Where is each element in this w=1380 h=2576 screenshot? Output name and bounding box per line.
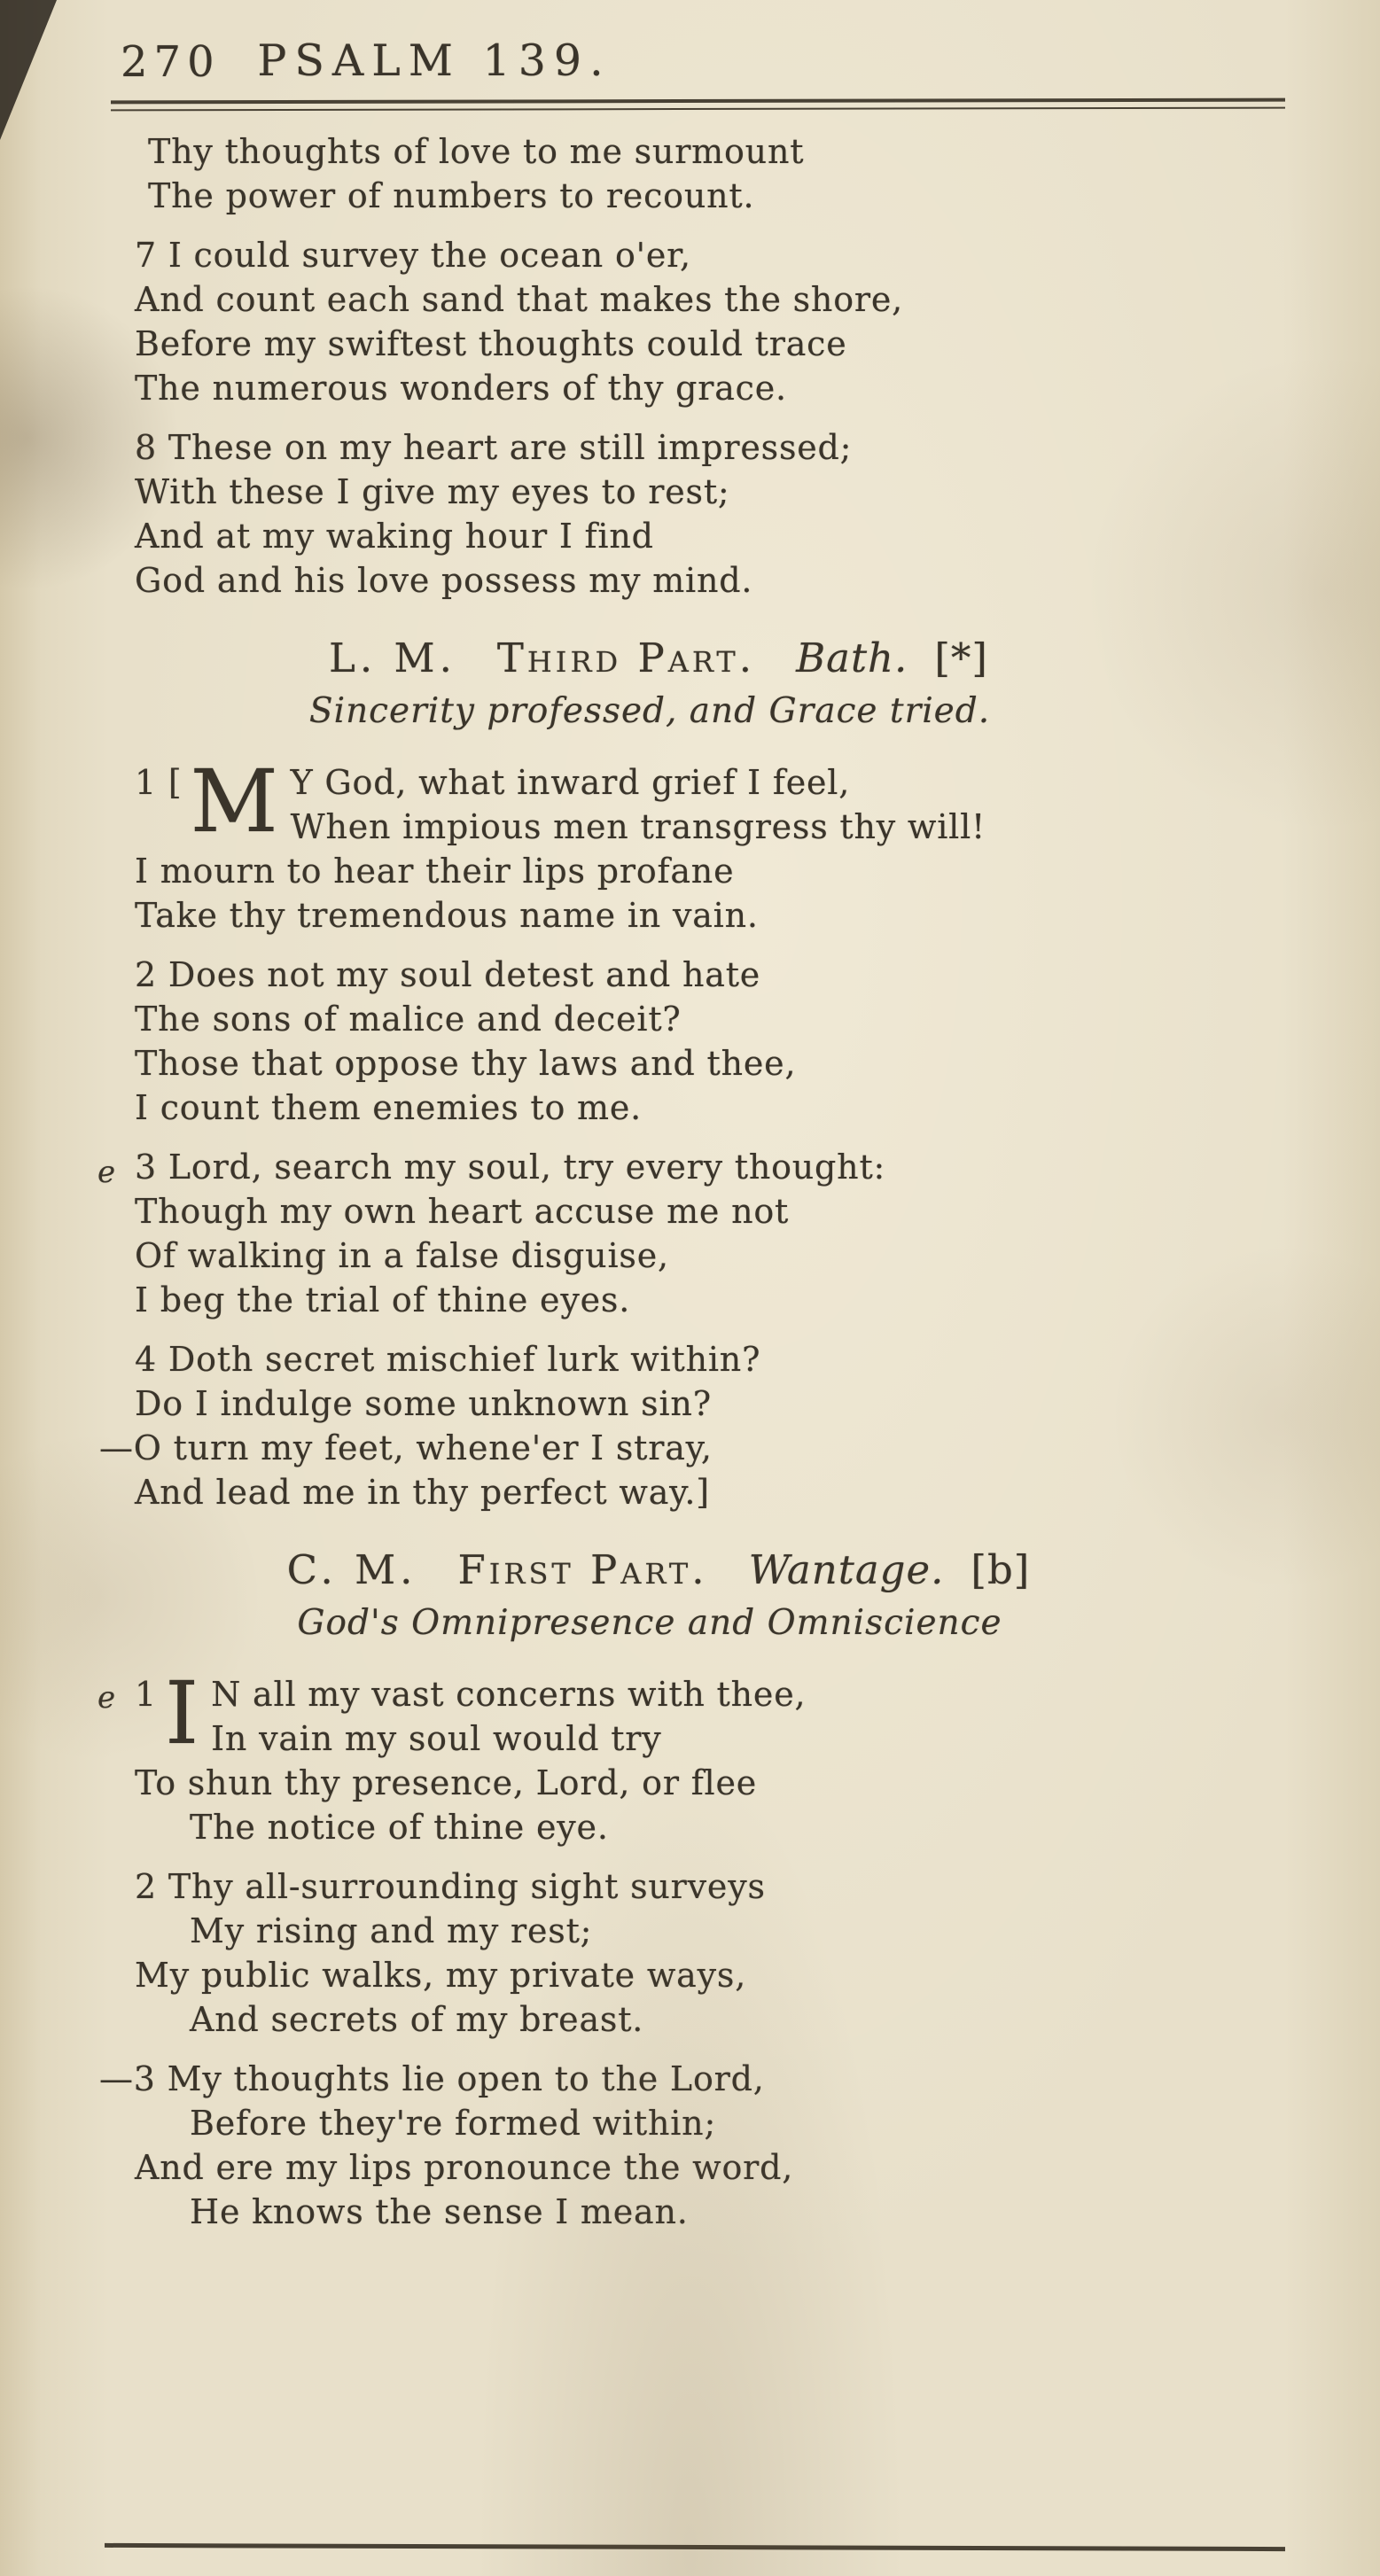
verse-line: I count them enemies to me. — [135, 1088, 643, 1127]
verse-line: 8 These on my heart are still impressed; — [135, 428, 853, 467]
drop-cap-block — [135, 1663, 200, 1763]
verse-line: The notice of thine eye. — [190, 1808, 609, 1847]
verse-line: 4 Doth secret mischief lurk within? — [135, 1340, 761, 1379]
verse-line: And count each sand that makes the shore, — [135, 280, 904, 319]
stanza — [135, 1864, 1298, 2042]
tune-key-mark: [*] — [934, 634, 988, 681]
expression-mark: e — [97, 1155, 116, 1190]
verse-line: The numerous wonders of thy grace. — [135, 369, 787, 408]
verse-line: 7 I could survey the ocean o'er, — [135, 236, 691, 275]
hymn-subtitle: God's Omnipresence and Omniscience — [297, 1603, 1002, 1643]
stanza — [135, 953, 1298, 1130]
verse-line: Those that oppose thy laws and thee, — [135, 1044, 797, 1083]
verse-line: And ere my lips pronounce the word, — [135, 2148, 794, 2187]
header-rule-thin — [111, 107, 1285, 112]
verse-line: 2 Thy all-surrounding sight surveys — [135, 1867, 766, 1906]
stanza — [97, 1145, 1298, 1322]
verse-line: When impious men transgress thy will! — [290, 807, 986, 846]
verse-line: Y God, what inward grief I feel, — [290, 763, 851, 802]
verse-line: And lead me in thy perfect way.] — [135, 1473, 710, 1512]
hymn-heading — [135, 636, 1182, 681]
header-rule-thick — [111, 98, 1285, 105]
verse-line — [97, 1145, 1298, 1190]
expression-mark: e — [97, 1680, 116, 1716]
tune-name: Bath. — [796, 634, 908, 681]
part-label: First Part. — [457, 1546, 708, 1593]
meter-label: L. M. — [329, 634, 456, 681]
verse-line: The sons of malice and deceit? — [135, 1000, 682, 1039]
verse-line: Before they're formed within; — [190, 2104, 717, 2143]
verse-line: God and his love possess my mind. — [135, 561, 753, 600]
part-label: Third Part. — [496, 634, 756, 681]
verse-line: Take thy tremendous name in vain. — [135, 896, 759, 935]
footer-rule — [105, 2543, 1285, 2551]
verse-line: I mourn to hear their lips profane — [135, 852, 735, 891]
page-content — [97, 129, 1298, 2249]
stanza-number: 1 — [135, 1675, 157, 1714]
verse-line: 2 Does not my soul detest and hate — [135, 955, 761, 994]
verse-line: Though my own heart accuse me not — [135, 1192, 790, 1231]
verse-line: In vain my soul would try — [211, 1719, 662, 1758]
stanza — [135, 129, 1298, 218]
verse-text: 3 Lord, search my soul, try every thought: — [135, 1148, 886, 1187]
hymn-subtitle: Sincerity professed, and Grace tried. — [308, 691, 991, 731]
stanza — [99, 1337, 1298, 1514]
verse-line: —O turn my feet, whene'er I stray, — [99, 1428, 713, 1467]
hymn-heading — [135, 1548, 1182, 1592]
stanza-with-dropcap — [135, 751, 1298, 938]
page-number: 270 — [121, 37, 221, 87]
verse-line: Of walking in a false disguise, — [135, 1236, 669, 1275]
stanza-with-dropcap — [97, 1663, 1298, 1849]
verse-line: And secrets of my breast. — [190, 2000, 644, 2039]
tune-key-mark: [b] — [971, 1546, 1031, 1593]
verse-line: My public walks, my private ways, — [135, 1956, 747, 1995]
stanza-number: 1 [ — [135, 763, 183, 802]
verse-line: With these I give my eyes to rest; — [135, 472, 730, 511]
verse-line: —3 My thoughts lie open to the Lord, — [99, 2059, 765, 2098]
verse-line: N all my vast concerns with thee, — [211, 1675, 807, 1714]
stanza — [135, 233, 1298, 410]
verse-line: Thy thoughts of love to me surmount — [148, 132, 805, 171]
drop-cap: I — [164, 1663, 200, 1763]
verse-line: My rising and my rest; — [190, 1911, 593, 1950]
verse-line: To shun thy presence, Lord, or flee — [135, 1763, 758, 1802]
verse-line: The power of numbers to recount. — [148, 176, 755, 215]
verse-line: I beg the trial of thine eyes. — [135, 1280, 631, 1319]
drop-cap: M — [190, 751, 279, 852]
tune-name: Wantage. — [748, 1546, 945, 1593]
verse-line: Do I indulge some unknown sin? — [135, 1384, 712, 1423]
verse-line: And at my waking hour I find — [135, 517, 654, 556]
stanza — [135, 425, 1298, 603]
running-title: PSALM 139. — [257, 35, 612, 86]
verse-line: Before my swiftest thoughts could trace — [135, 324, 847, 363]
stanza — [99, 2057, 1298, 2234]
verse-line: He knows the sense I mean. — [190, 2192, 689, 2231]
drop-cap-block — [135, 751, 279, 852]
meter-label: C. M. — [286, 1546, 417, 1593]
